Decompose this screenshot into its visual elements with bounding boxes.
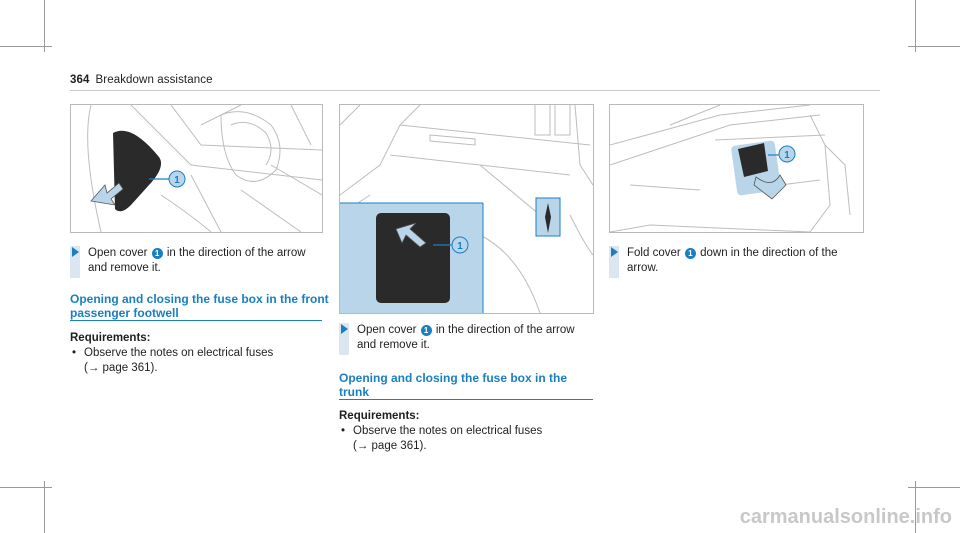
section-heading-footwell: [70, 292, 329, 320]
step-arrow-icon: [72, 247, 79, 257]
heading-line: Opening and closing the fuse box in the front: [70, 292, 329, 306]
section-rule: [339, 399, 593, 400]
watermark: carmanualsonline.info: [739, 506, 952, 528]
requirements-title: Requirements:: [70, 332, 151, 344]
step-text: [357, 323, 589, 353]
step-text-part: in the direction of the arrow: [435, 324, 575, 336]
step-arrow-icon: [341, 324, 348, 334]
step-text-part: arrow.: [627, 262, 659, 274]
section-heading-trunk: [339, 371, 567, 399]
requirements-title: Requirements:: [339, 410, 420, 422]
step-text-part: Open cover: [88, 247, 148, 259]
figure-trunk: [609, 104, 864, 233]
figure2-callout: 1: [457, 241, 463, 252]
section-title: Breakdown assistance: [95, 74, 213, 86]
callout-icon: 1: [152, 248, 163, 259]
step-text-part: down in the direction of the: [700, 247, 838, 259]
figure1-callout: 1: [174, 175, 180, 186]
page-number: 364: [70, 74, 90, 86]
step-text: [88, 246, 320, 276]
step-arrow-icon: [611, 247, 618, 257]
trunk-illustration: [610, 105, 863, 232]
step-text-part: and remove it.: [88, 262, 161, 274]
step-text-part: in the direction of the arrow: [166, 247, 306, 259]
heading-line: passenger footwell: [70, 306, 179, 320]
step-open-cover-footwell: [70, 246, 320, 276]
crop-mark: [44, 0, 45, 52]
header-rule: [70, 90, 880, 91]
figure-cover: [339, 104, 594, 314]
step-fold-cover-trunk: [609, 246, 859, 276]
crop-mark: [915, 0, 916, 52]
page-reference-link[interactable]: (→ page 361).: [353, 440, 427, 452]
requirements-trunk: [339, 409, 542, 454]
heading-line: Opening and closing the fuse box in the: [339, 371, 568, 385]
requirement-item: [339, 424, 542, 454]
footwell-illustration: [71, 105, 322, 232]
step-text: [627, 246, 859, 276]
step-text-part: Open cover: [357, 324, 417, 336]
page-reference-link[interactable]: (→ page 361).: [84, 362, 158, 374]
step-text-part: and remove it.: [357, 339, 430, 351]
cover-illustration: [340, 105, 593, 313]
callout-icon: 1: [421, 325, 432, 336]
requirement-item: [70, 346, 273, 376]
requirement-line: • Observe the notes on electrical fuses: [353, 425, 543, 437]
requirement-line: • Observe the notes on electrical fuses: [84, 347, 274, 359]
crop-mark: [44, 481, 45, 533]
requirements-footwell: [70, 331, 273, 376]
section-rule: [70, 320, 322, 321]
callout-icon: 1: [685, 248, 696, 259]
page-header: [70, 74, 213, 86]
figure3-callout: 1: [784, 150, 790, 161]
step-open-cover-glovebox: [339, 323, 589, 353]
heading-line: trunk: [339, 385, 369, 399]
figure-footwell: [70, 104, 323, 233]
step-text-part: Fold cover: [627, 247, 681, 259]
